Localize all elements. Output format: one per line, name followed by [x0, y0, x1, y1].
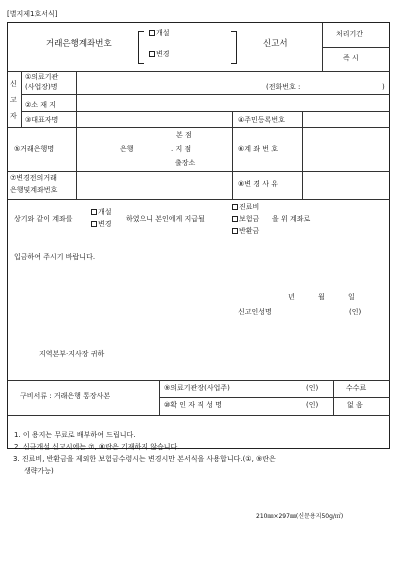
phone-close: )	[382, 83, 385, 91]
representative-label: ③대표자명	[25, 116, 59, 124]
option-refund-label: 반환금	[239, 227, 260, 235]
resident-number-label: ④주민등록번호	[238, 116, 285, 124]
verifier-seal: (인)	[306, 401, 319, 409]
form-title: 거래은행계좌번호	[46, 39, 112, 49]
bank-name-label: ⑤거래은행명	[14, 145, 55, 153]
form-title-suffix: 신고서	[263, 39, 288, 49]
previous-bank-label-1: ⑦변경전의거래	[10, 174, 57, 182]
branch-office: 출장소	[175, 159, 196, 167]
side-label-3: 자	[10, 112, 17, 120]
option-open[interactable]	[91, 208, 112, 217]
bank-unit: 은행	[120, 145, 134, 153]
verifier-label: ⑩확 인 자 직 성 명	[164, 401, 222, 409]
phone-label: (전화번호 :	[266, 83, 301, 91]
statement-part-c: 을 위 계좌로	[272, 215, 311, 223]
side-label-1: 신	[10, 80, 17, 88]
option-medical-fee-label: 진료비	[239, 203, 260, 211]
side-label-2: 고	[10, 96, 17, 104]
institution-head-seal: (인)	[306, 384, 319, 392]
option-new-label: 개설	[156, 29, 170, 37]
checkbox-icon	[149, 51, 155, 57]
option-new[interactable]	[149, 29, 170, 38]
checkbox-icon	[232, 204, 238, 210]
applicant-seal: (인)	[349, 308, 362, 316]
previous-bank-label-2: 은행및계좌번호	[10, 186, 58, 194]
account-number-label: ⑥계 좌 번 호	[238, 145, 278, 153]
declaration-form	[7, 22, 390, 449]
option-insurance[interactable]	[232, 215, 259, 224]
branch-sub: . 지 점	[171, 145, 192, 153]
statement-part-a: 상기와 같이 계좌를	[14, 215, 73, 223]
required-documents: 구비서류 : 거래은행 통장사본	[20, 392, 111, 400]
option-refund[interactable]	[232, 227, 259, 236]
note-3-continued: 생략가능)	[24, 467, 54, 475]
institution-label-2: (사업장)명	[25, 83, 58, 91]
checkbox-icon	[232, 216, 238, 222]
address-label: ②소 재 지	[25, 101, 57, 109]
option-change-label: 변경	[156, 50, 170, 58]
option-change[interactable]	[149, 50, 170, 59]
institution-label-1: ①의료기관	[25, 73, 59, 81]
date-year: 년	[288, 293, 295, 301]
form-number: [별지제1호서식]	[7, 10, 58, 18]
option-modify[interactable]	[91, 220, 112, 229]
checkbox-icon	[149, 30, 155, 36]
note-2: 2. 신규개설 신고시에는 ⑦, ⑧란은 기재하지 않습니다.	[14, 443, 180, 451]
fee-label: 수수료	[346, 384, 367, 392]
institution-head-label: ⑨의료기관장(사업주)	[164, 384, 230, 392]
option-insurance-label: 보험금	[239, 215, 260, 223]
checkbox-icon	[91, 209, 97, 215]
applicant-name-label: 신고인성명	[238, 308, 272, 316]
branch-main: 본 점	[176, 131, 192, 139]
option-modify-label: 변경	[98, 220, 112, 228]
recipient-line: 지역본부·지사장 귀하	[39, 350, 105, 358]
statement-part-d: 입금하여 주시기 바랍니다.	[14, 253, 96, 261]
bracket-right	[231, 31, 237, 64]
processing-period-label: 처리기간	[336, 30, 364, 38]
statement-part-b: 하였으니 본인에게 지급될	[126, 215, 205, 223]
checkbox-icon	[91, 221, 97, 227]
note-1: 1. 이 용지는 무료로 배부하여 드립니다.	[14, 431, 136, 439]
option-medical-fee[interactable]	[232, 203, 259, 212]
date-month: 월	[318, 293, 325, 301]
fee-value: 없 음	[347, 401, 363, 409]
bracket-left	[138, 31, 144, 64]
processing-period-value: 즉 시	[343, 54, 359, 62]
change-reason-label: ⑧변 경 사 유	[238, 180, 278, 188]
date-day: 일	[348, 293, 355, 301]
option-open-label: 개설	[98, 208, 112, 216]
checkbox-icon	[232, 228, 238, 234]
note-3: 3. 진료비, 반환금을 제외한 보험금수령시는 변경시만 본서식을 사용합니다.(①, ⑨란은	[13, 455, 276, 463]
paper-size: 210㎜×297㎜(신문용지50g/㎡)	[256, 513, 344, 520]
